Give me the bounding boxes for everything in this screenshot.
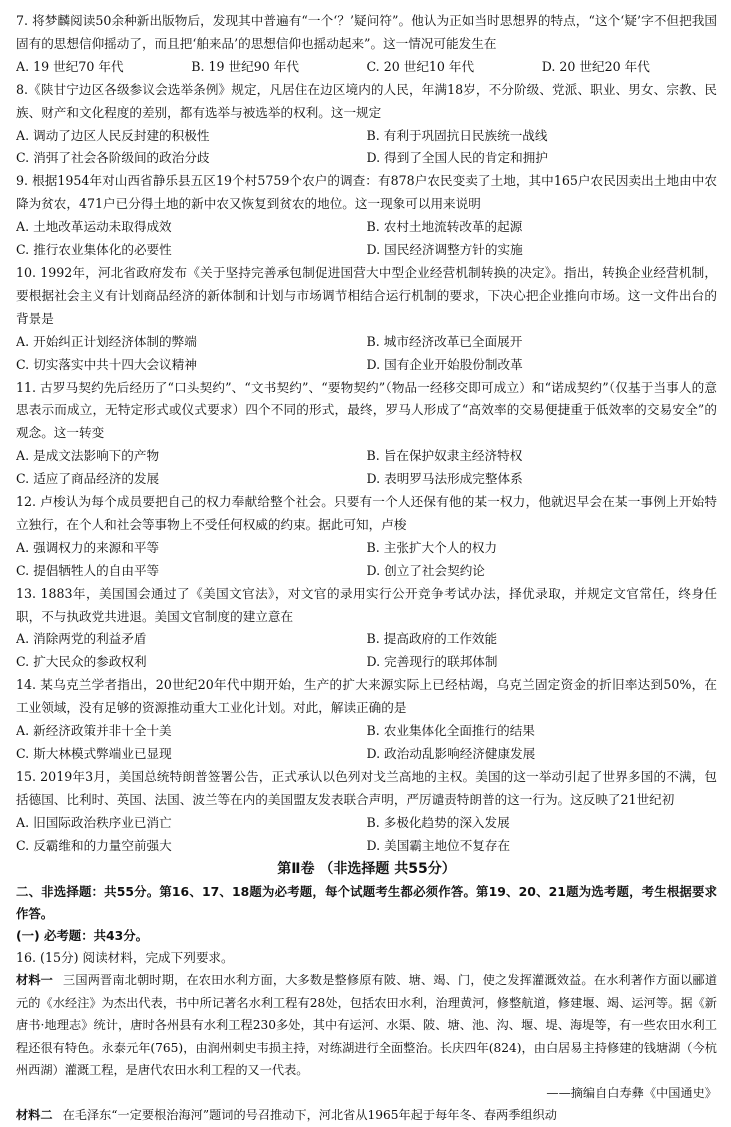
part-2-title: 第Ⅱ卷 （非选择题 共55分）: [277, 860, 456, 877]
options: [16, 216, 717, 262]
option-c: C. 斯大林模式弊端业已显现: [16, 746, 172, 761]
option-a: A. 调动了边区人民反封建的积极性: [16, 127, 210, 143]
question-13: [16, 583, 717, 675]
option-a: A. 强调权力的来源和平等: [16, 539, 160, 555]
option-d: D. 得到了全国人民的肯定和拥护: [366, 150, 548, 166]
question-14: [16, 674, 717, 766]
option-a: A. 开始纠正计划经济体制的弊端: [16, 333, 197, 349]
option-d: D. 政治动乱影响经济健康发展: [366, 746, 536, 761]
question-15: [16, 766, 717, 858]
option-c: C. 提倡牺牲人的自由平等: [16, 562, 160, 578]
question-11: [16, 377, 717, 492]
option-b: B. 农业集体化全面推行的结果: [366, 723, 535, 739]
part-2-instructions: 二、非选择题：共55分。第16、17、18题为必考题，每个试题考生都必须作答。第19、20、21题为选考题，考生根据要求作答。: [16, 883, 717, 921]
question-stem: 14. 某乌克兰学者指出，20世纪20年代中期开始，生产的扩大来源实际上已经枯竭，乌克兰固定资金的折旧率达到50%，在工业领域，没有足够的资源推动重大工业化计划。对此，解读正确的是: [16, 677, 717, 716]
option-c: C. 20 世纪10 年代: [366, 58, 475, 74]
option-a: A. 消除两党的利益矛盾: [16, 631, 147, 647]
question-stem: 9. 根据1954年对山西省静乐县五区19个村5759个农户的调查：有878户农民变卖了土地，其中165户农民因卖出土地由中农降为贫农，471户已分得土地的新中农又恢复到贫农的地位。这一现象可以用来说明: [16, 173, 717, 212]
options: [16, 812, 717, 858]
option-c: C. 扩大民众的参政权利: [16, 654, 147, 670]
question-stem: 8.《陕甘宁边区各级参议会选举条例》规定，凡居住在边区境内的人民，年满18岁，不分阶级、党派、职业、男女、宗教、民族、财产和文化程度的差别，都有选举与被选举的权利。这一规定: [16, 81, 717, 120]
question-stem: 15. 2019年3月，美国总统特朗普签署公告，正式承认以色列对戈兰高地的主权。美国的这一举动引起了世界多国的不满，包括德国、比利时、英国、法国、波兰等在内的美国盟友发表联合声明，严厉谴责特朗普的这一行为。这反映了21世纪初: [16, 768, 717, 807]
question-9: [16, 170, 717, 262]
option-c: C. 消弭了社会各阶级间的政治分歧: [16, 150, 210, 166]
option-a: A. 是成文法影响下的产物: [16, 448, 160, 464]
question-stem: 12. 卢梭认为每个成员要把自己的权力奉献给整个社会。只要有一个人还保有他的某一权力，他就迟早会在某一事例上开始特立独行，在个人和社会等事物上不受任何权威的约束。据此可知，卢梭: [16, 494, 717, 532]
option-d: D. 创立了社会契约论: [366, 562, 485, 578]
option-a: A. 19 世纪70 年代: [16, 58, 124, 74]
options: [16, 445, 717, 491]
question-stem: 10. 1992年，河北省政府发布《关于坚持完善承包制促进国营大中型企业经营机制转换的决定》。指出，转换企业经营机制，要根据社会主义有计划商品经济的新体制和计划与市场调节相结合运行机制的要求，下决心把企业推向市场。这一文件出台的背景是: [16, 264, 717, 326]
material-2: [16, 1104, 717, 1127]
option-d: D. 国民经济调整方针的实施: [366, 242, 523, 258]
option-d: D. 美国霸主地位不复存在: [366, 837, 511, 853]
option-b: B. 农村土地流转改革的起源: [366, 219, 523, 235]
option-b: B. 旨在保护奴隶主经济特权: [366, 448, 523, 464]
option-b: B. 多极化趋势的深入发展: [366, 814, 510, 830]
option-c: C. 切实落实中共十四大会议精神: [16, 356, 197, 372]
option-a: A. 旧国际政治秩序业已消亡: [16, 814, 172, 830]
option-d: D. 表明罗马法形成完整体系: [366, 471, 523, 487]
option-d: D. 20 世纪20 年代: [541, 58, 650, 74]
question-stem: 7. 将梦麟阅读50余种新出版物后，发现其中普遍有“一个‘？’疑问符”。他认为正如当时思想界的特点，“这个‘疑’字不但把我国固有的思想信仰摇动了，而且把‘舶来品’的思想信仰也摇动起来”。这一情况可能发生在: [16, 13, 717, 51]
option-b: B. 城市经济改革已全面展开: [366, 333, 523, 349]
option-d: D. 完善现行的联邦体制: [366, 654, 498, 670]
option-b: B. 提高政府的工作效能: [366, 631, 498, 647]
material-1-label: 材料一: [16, 973, 54, 988]
material-1-text: 三国两晋南北朝时期，在农田水利方面，大多数是整修原有陂、塘、竭、门，使之发挥灌溉效益。在水利著作方面以郦道元的《水经注》为杰出代表，书中所记著名水利工程有28处，包括农田水利，治理黄河，修整航道，修建堰、竭、运河等。据《新唐书·地理志》统计，唐时各州县有水利工程230多处，其中有运河、水渠、陂、塘、池、沟、堰、堤、海堤等，有一些农田水利工程还很有特色。永泰元年(765)，由润州刺史韦损主持，对练湖进行全面整治。长庆四年(824)，由白居易主持修建的钱塘湖（今杭州西湖）灌溉工程，是唐代农田水利工程的又一代表。: [16, 973, 718, 1078]
option-c: C. 适应了商品经济的发展: [16, 471, 160, 487]
material-1-source: ——摘编自白寿彝《中国通史》: [546, 1085, 717, 1100]
option-a: A. 新经济政策并非十全十美: [16, 723, 172, 739]
question-7: [16, 10, 717, 79]
option-b: B. 19 世纪90 年代: [191, 58, 299, 74]
options: [16, 537, 717, 583]
option-b: B. 主张扩大个人的权力: [366, 539, 498, 555]
options: [16, 56, 717, 79]
material-2-label: 材料二: [16, 1108, 53, 1123]
option-d: D. 国有企业开始股份制改革: [366, 356, 523, 372]
options: [16, 720, 717, 766]
option-c: C. 反霸维和的力量空前强大: [16, 837, 172, 853]
question-10: [16, 262, 717, 377]
question-12: [16, 491, 717, 583]
required-section-heading: (一) 必考题：共43分。: [16, 927, 149, 943]
material-2-text: 在毛泽东“一定要根治海河”题词的号召推动下，河北省从1965年起于每年冬、春两季组织动: [62, 1108, 557, 1123]
option-a: A. 土地改革运动未取得成效: [16, 219, 172, 235]
options: [16, 331, 717, 377]
options: [16, 628, 717, 674]
question-16-stem: 16. (15分) 阅读材料，完成下列要求。: [16, 949, 234, 965]
question-stem: 13. 1883年，美国国会通过了《美国文官法》，对文官的录用实行公开竞争考试办法，择优录取，并规定文官常任，终身任职，不与执政党共进退。美国文官制度的建立意在: [16, 585, 717, 624]
question-stem: 11. 古罗马契约先后经历了“口头契约”、“文书契约”、“要物契约”（物品一经移交即可成立）和“诺成契约”（仅基于当事人的意思表示而成立，无特定形式或仪式要求）四个不同的形式，最终，罗马人形成了“高效率的交易便捷重于低效率的交易安全”的观念。这一转变: [16, 379, 717, 441]
question-8: [16, 79, 717, 171]
options: [16, 125, 717, 171]
option-b: B. 有利于巩固抗日民族统一战线: [366, 127, 548, 143]
material-1: [16, 969, 717, 1082]
option-c: C. 推行农业集体化的必要性: [16, 242, 172, 258]
